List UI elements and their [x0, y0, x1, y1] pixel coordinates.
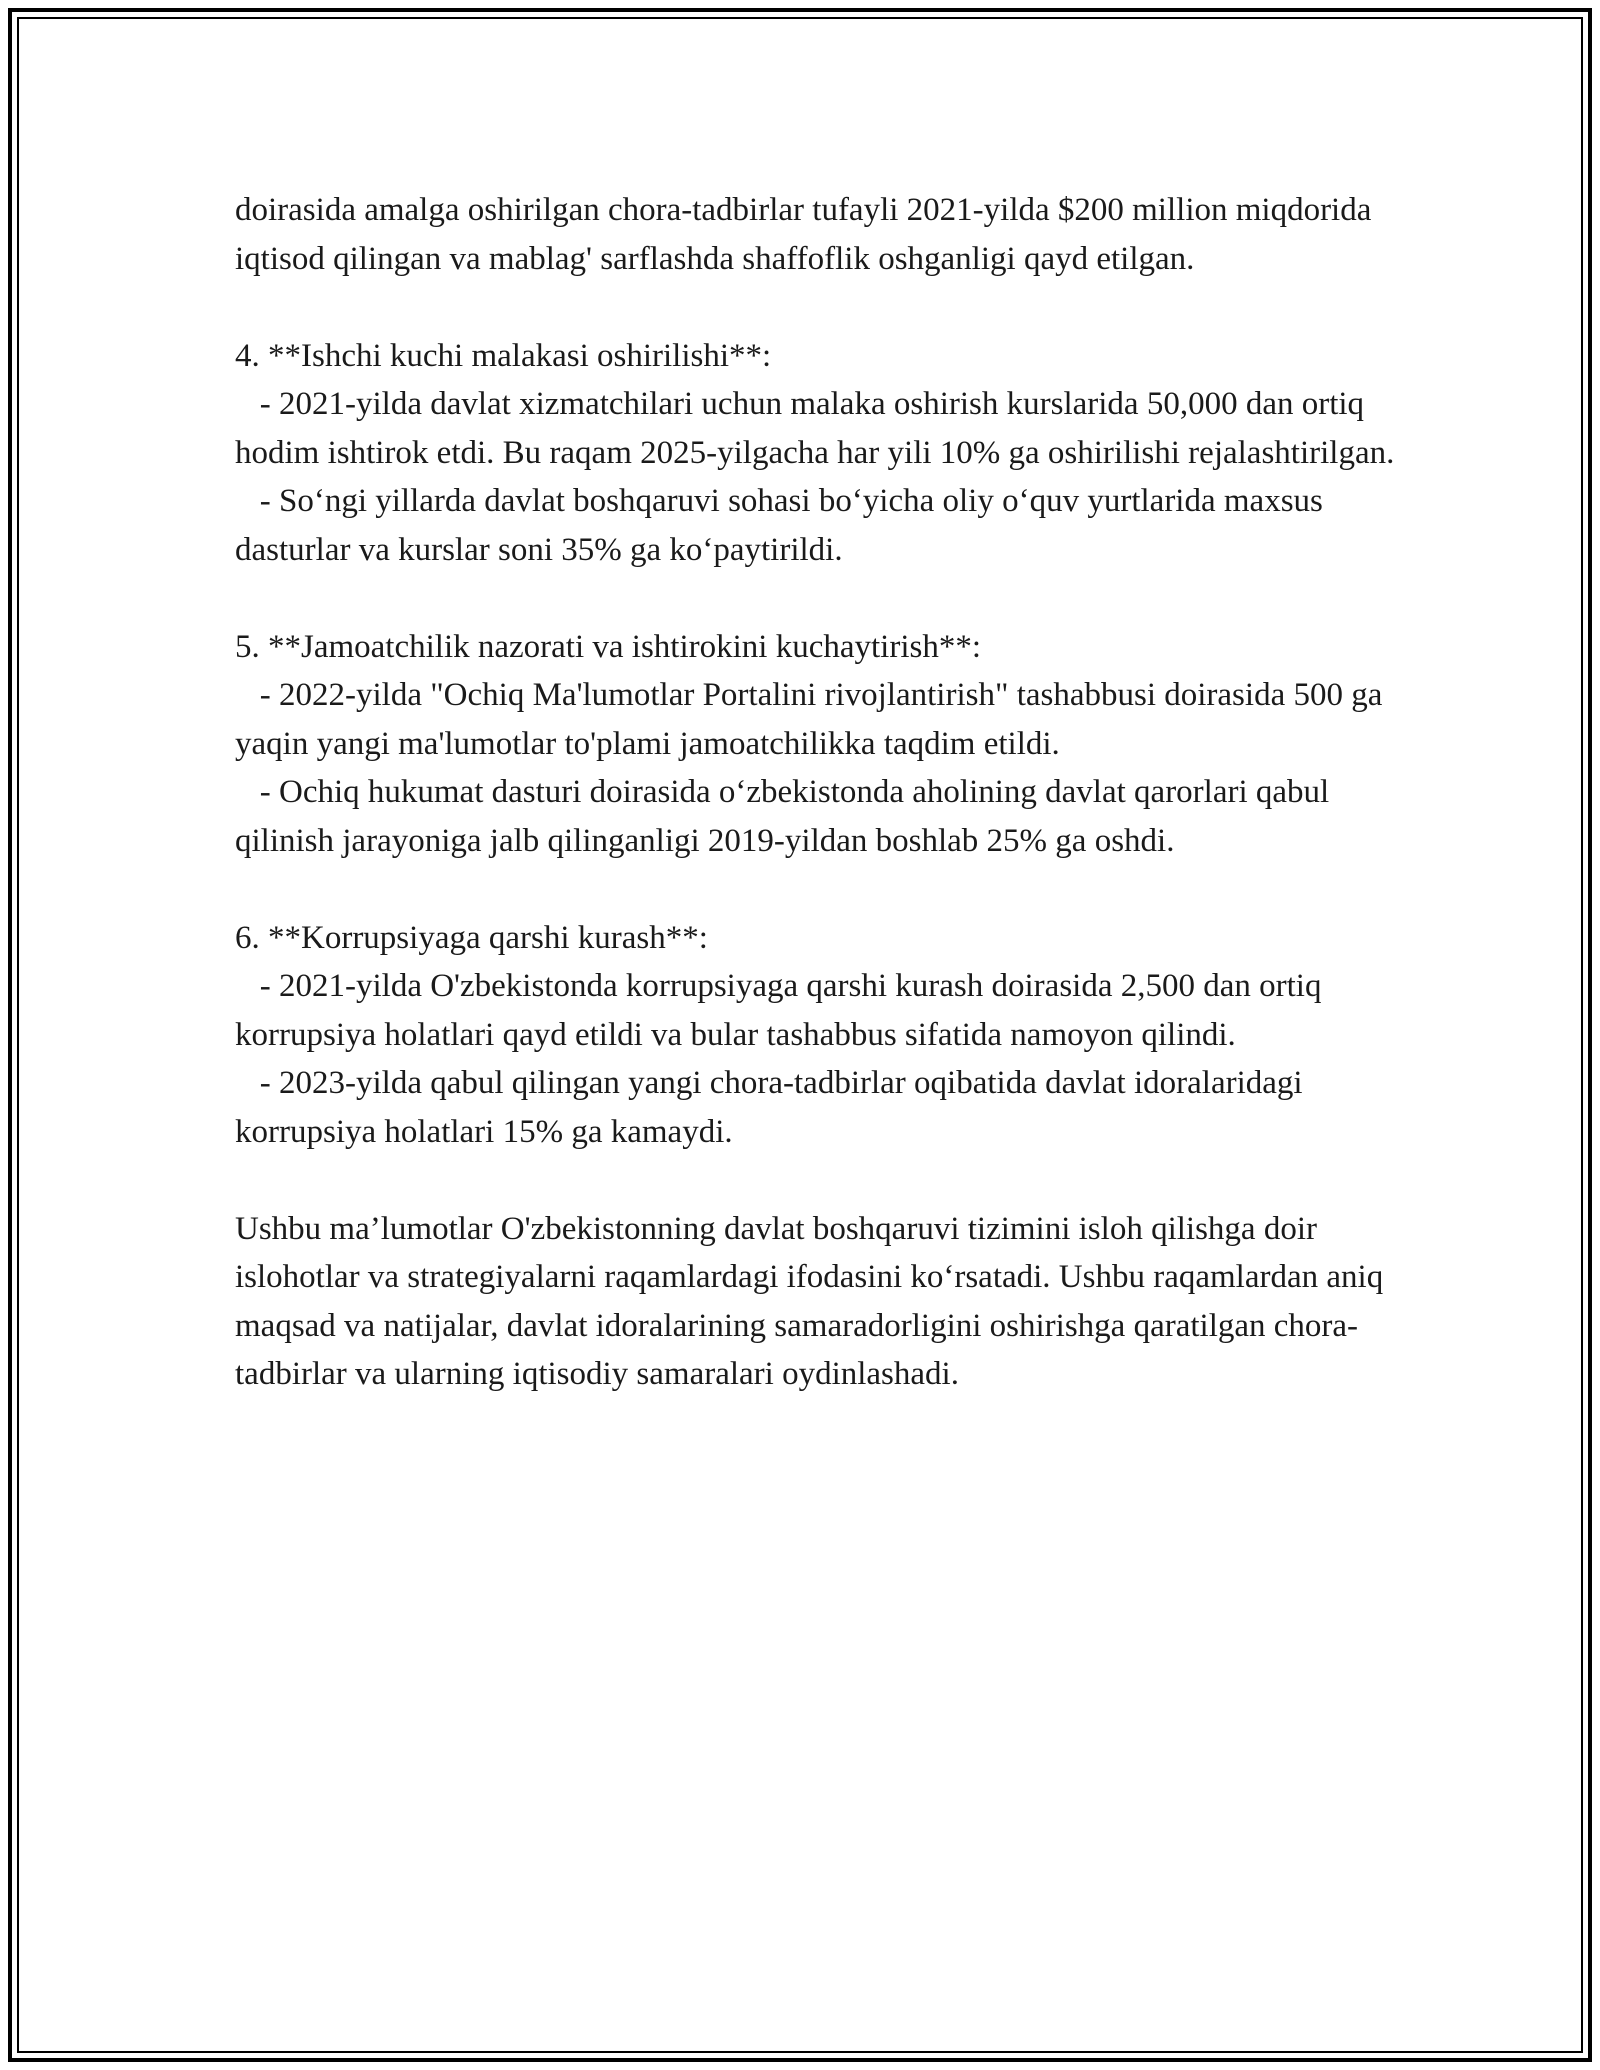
- bullet-text: - So‘ngi yillarda davlat boshqaruvi sohasi bo‘yicha oliy o‘quv yurtlarida maxsus dasturlar va kurslar soni 35% ga ko‘paytirildi.: [235, 483, 1323, 568]
- section-5-bullet-2: [235, 768, 1415, 865]
- spacer: [235, 283, 1415, 332]
- bullet-text: - 2023-yilda qabul qilingan yangi chora-tadbirlar oqibatida davlat idoralaridagi korrupsiya holatlari 15% ga kamaydi.: [235, 1065, 1303, 1150]
- section-4-bullet-2: [235, 477, 1415, 574]
- document-body: [235, 186, 1415, 1399]
- section-heading-6: 6. **Korrupsiyaga qarshi kurash**:: [235, 919, 708, 956]
- bullet-text: - Ochiq hukumat dasturi doirasida o‘zbekistonda aholining davlat qarorlari qabul qilinish jarayoniga jalb qilinganligi 2019-yildan boshlab 25% ga oshdi.: [235, 774, 1330, 859]
- bullet-text: - 2021-yilda O'zbekistonda korrupsiyaga qarshi kurash doirasida 2,500 dan ortiq korrupsiya holatlari qayd etildi va bular tashabbus sifatida namoyon qilindi.: [235, 968, 1322, 1053]
- intro-paragraph: doirasida amalga oshirilgan chora-tadbirlar tufayli 2021-yilda $200 million miqdorida iqtisod qilingan va mablag' sarflashda shaffoflik oshganligi qayd etilgan.: [235, 192, 1372, 277]
- section-6-bullet-2: [235, 1059, 1415, 1156]
- spacer: [235, 865, 1415, 914]
- bullet-text: - 2022-yilda "Ochiq Ma'lumotlar Portalini rivojlantirish" tashabbusi doirasida 500 ga yaqin yangi ma'lumotlar to'plami jamoatchilikka taqdim etildi.: [235, 677, 1383, 762]
- section-heading-5: 5. **Jamoatchilik nazorati va ishtirokini kuchaytirish**:: [235, 628, 982, 665]
- section-4-bullet-1: [235, 380, 1415, 477]
- section-6-bullet-1: [235, 962, 1415, 1059]
- bullet-text: - 2021-yilda davlat xizmatchilari uchun malaka oshirish kurslarida 50,000 dan ortiq hodim ishtirok etdi. Bu raqam 2025-yilgacha har yili 10% ga oshirilishi rejalashtirilgan.: [235, 386, 1395, 471]
- conclusion-paragraph: Ushbu ma’lumotlar O'zbekistonning davlat boshqaruvi tizimini isloh qilishga doir islohotlar va strategiyalarni raqamlardagi ifodasini ko‘rsatadi. Ushbu raqamlardan aniq maqsad va natijalar, davlat idoralarining samaradorligini oshirishga qaratilgan chora-tadbirlar va ularning iqtisodiy samaralari oydinlashadi.: [235, 1210, 1384, 1392]
- spacer: [235, 1156, 1415, 1205]
- section-5-bullet-1: [235, 671, 1415, 768]
- section-heading-4: 4. **Ishchi kuchi malakasi oshirilishi**:: [235, 337, 772, 374]
- spacer: [235, 574, 1415, 623]
